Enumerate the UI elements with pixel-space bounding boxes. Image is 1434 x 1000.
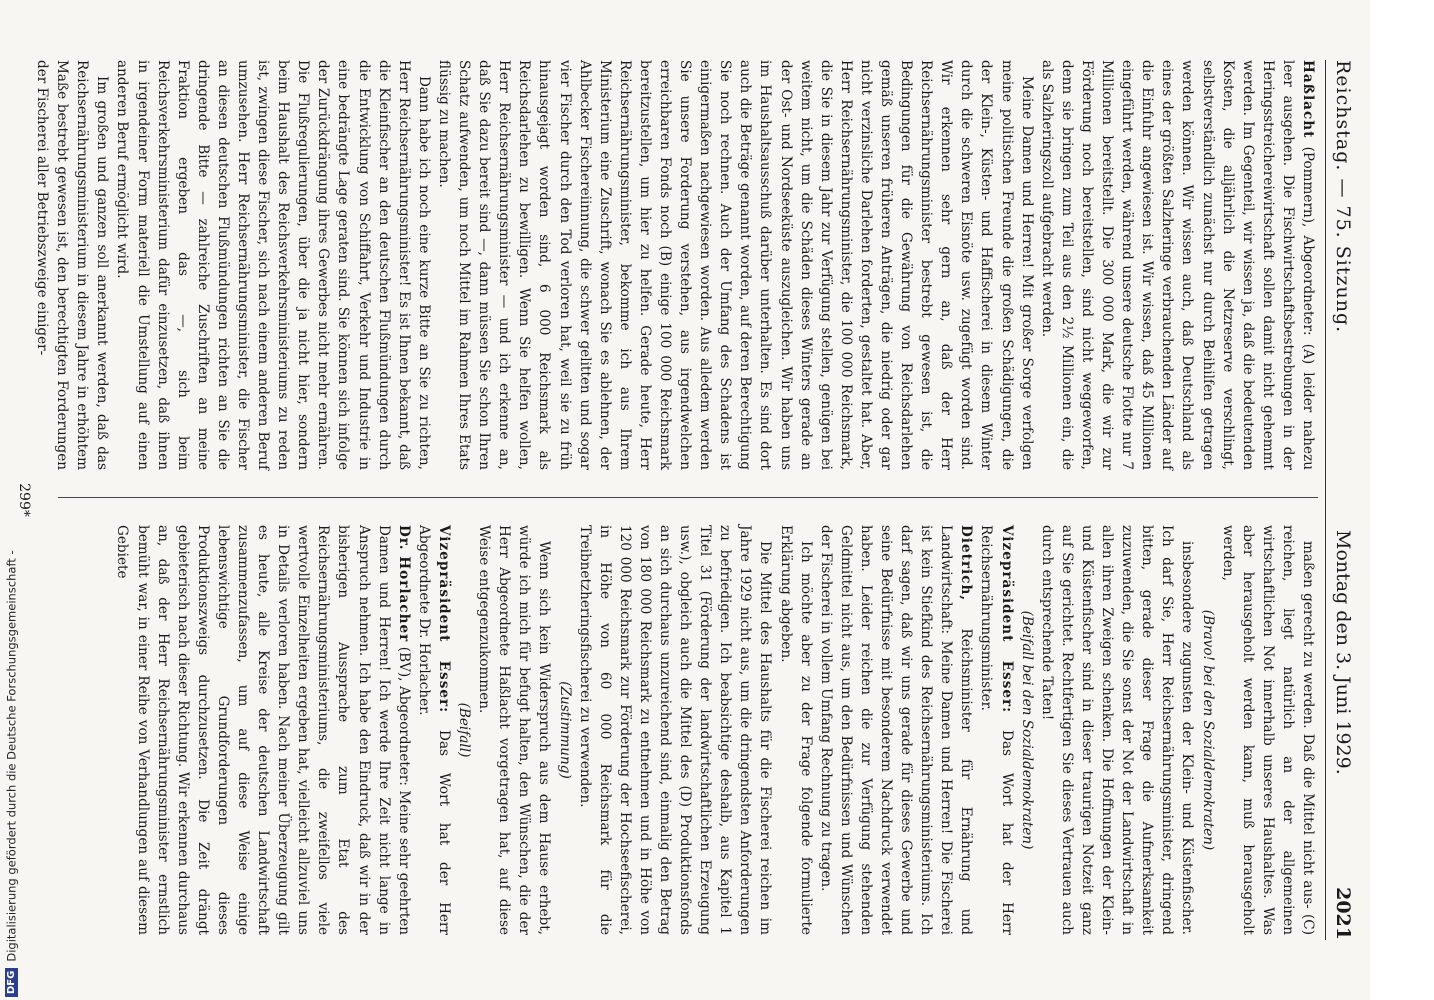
paragraph-text: Das Wort hat der Herr Abgeordnete Dr. Horlacher. <box>415 525 452 936</box>
interjection: (Zustimmung) <box>556 681 573 779</box>
paragraph <box>575 525 776 935</box>
running-title: Reichstag. — 75. Sitzung. <box>1332 60 1354 334</box>
paragraph-text: Im großen und ganzen soll anerkannt werden, daß das Reichsernährungsministerium in diesem Jahre in erhöhtem Maße bestrebt gewesen ist, den berechtigten Forderungen der Fischerei aller Betriebszweige einiger- <box>34 60 111 470</box>
speaker-name: Haßlacht <box>1300 60 1316 139</box>
paragraph-text: Ich möchte aber zu der Frage folgende formulierte Erklärung abgeben. <box>777 525 814 935</box>
session-date: Montag den 3. Juni 1929. <box>1332 530 1354 775</box>
paragraph-text: (Pommern), Abgeordneter: (A) leider nahezu leer ausgehen. Die Fischwirtschaftsbestrebungen in der Heringsstreichereiwirtschaft sollen damit nicht gehemmt werden. Im Gegenteil, wir wissen ja, daß die bedeutenden Kosten, die alljährlich die Netzreserve verschlingt, selbstverständlich zunächst nur durch Beihilfen getragen werden können. Wir wissen auch, daß Deutschland als eines der größten Salzheringe verbrauchenden Länder auf die Einfuhr angewiesen ist. Wir wissen, daß 45 Millionen eingeführt werden, während unsere deutsche Flotte nur 7 Millionen bereitstellt. Die 300 000 Mark, die wir zur Förderung noch bereitstellen, sind nicht weggeworfen, denn sie bringen zum Teil aus den 2½ Millionen ein, die als Salzheringszoll aufgebracht werden. <box>1038 60 1316 470</box>
speaker-paragraph <box>816 525 977 935</box>
dfg-logo-icon: DFG <box>5 968 18 997</box>
speaker-name: Dietrich, <box>958 525 975 602</box>
speaker-paragraph <box>112 525 413 935</box>
left-column <box>34 60 1318 470</box>
paragraph-text: insbesondere zugunsten der Klein- und Küstenfischer. Ich darf Sie, Herr Reichsernährungsminister, dringend bitten, gerade dieser Frage die Aufmerksamkeit zuzuwenden, die Sie sonst der Not der Landwirtschaft in allen ihren Zweigen schenken. Die Hoffnungen der Klein- und Küstenfischer sind in dieser traurigen Notzeit ganz auf Sie gerichtet. Rechtfertigen Sie dieses Vertrauen auch durch entsprechende Taten! <box>1038 525 1196 935</box>
speaker-paragraph <box>1037 60 1318 470</box>
interjection: (Beifall bei den Sozialdemokraten) <box>1018 610 1035 850</box>
paragraph <box>775 525 815 935</box>
paragraph-text: maßen gerecht zu werden. Daß die Mittel nicht aus- (C) reichen, liegt natürlich an der allgemeinen wirtschaftlichen Not innerhalb unseres Haushaltes. Was aber herausgeholt werden kann, muß herausgeholt werden, <box>1219 525 1316 935</box>
speaker-name: Dr. Horlacher <box>395 525 412 643</box>
paragraph-text: Die Mittel des Haushalts für die Fischerei reichen im Jahre 1929 nicht aus, um die dringendsten Anforderungen zu befriedigen. Ich beabsichtige deshalb, aus Kapitel 1 Titel 31 (Förderung der landwirtschaftlichen Erzeugung usw.), obgleich auch die Mittel des (D) Produktionsfonds an sich durchaus unzureichend sind, einmalig den Betrag von 180 000 Reichsmark zu entnehmen und in Höhe von 120 000 Reichsmark zur Förderung der Hochseefischerei, in Höhe von 60 000 Reichsmark für die Treibnetzheringsfischerei zu verwenden. <box>576 525 774 935</box>
dfg-credit <box>4 3 24 997</box>
interjection: (Beifall) <box>456 702 473 758</box>
dfg-credit-text: Digitalisierung gefördert durch die Deutsche Forschungsgemeinschaft - <box>4 550 19 962</box>
paragraph-text: Wenn sich kein Widerspruch aus dem Hause erhebt, würde ich mich für befugt halten, den Wünschen, die der Herr Abgeordnete Haßlacht vorgetragen hat, auf diese Weise entgegenzukommen. <box>476 525 553 935</box>
right-column <box>38 525 1318 935</box>
column-divider <box>58 497 1318 498</box>
speaker-name: Vizepräsident Esser: <box>435 525 452 714</box>
paragraph <box>112 60 434 470</box>
paragraph-text: Das Wort hat der Herr Reichsernährungsminister. <box>978 525 1015 936</box>
paragraph-text: Meine Damen und Herren! Mit großer Sorge verfolgen meine politischen Freunde die großen Schädigungen, die der Klein-, Küsten- und Haffischerei in diesem Winter durch die schweren Eisnöte usw. zugefügt worden sind. Wir erkennen sehr gern an, daß der Herr Reichsernährungsminister bestrebt gewesen ist, die Bedingungen für die Gewährung von Reichsdarlehen gemäß unseren früheren Anträgen, die niedrig oder gar nicht verzinsliche Darlehen forderten, gestaltet hat. Aber, Herr Reichsernährungsminister, die 100 000 Reichsmark, die Sie in diesem Jahr zur Verfügung stellen, genügen bei weitem nicht, um die Schäden dieses Winters gerade an der Ost- und Nordseeküste auszugleichen. Wir haben uns im Haushaltsausschuß darüber unterhalten. Es sind dort auch die Beträge genannt worden, auf deren Berechtigung Sie noch rechnen. Auch der Umfang des Schadens ist einigermaßen nachgewiesen worden. Aus alledem werden Sie unsere Forderung verstehen, aus irgendwelchen erreichbaren Fonds noch (B) einige 100 000 Reichsmark bereitzustellen, um hier zu helfen. Gerade heute, Herr Reichsernährungsminister, bekomme ich aus Ihrem Ministerium eine Zuschrift, wonach Sie es ablehnen, der Ahlbecker Fischereiinnung, die schwer gelitten und sogar vier Fischer durch den Tod verloren hat, weil sie zu früh hinausgejagt worden sind, 6 000 Reichsmark als Reichsdarlehen zu bewilligen. Wenn Sie helfen wollen, Herr Reichsernährungsminister — und ich erkenne an, daß Sie dazu bereit sind —, dann müssen Sie schon Ihren Schatz aufwenden, um noch Mittel im Rahmen Ihres Etats flüssig zu machen. <box>435 60 1035 470</box>
speaker-name: Vizepräsident Esser: <box>998 525 1015 714</box>
paragraph-text: Reichsminister für Ernährung und Landwirtschaft: Meine Damen und Herren! Die Fischerei ist kein Stiefkind des Reichsernährungsministeriums. Ich darf sagen, daß wir uns gerade für dieses Gewerbe und seine Bedürfnisse mit besonderem Nachdruck verwendet haben. Leider reichen die zur Verfügung stehenden Geldmittel nicht aus, um den Bedürfnissen und Wünschen der Fischerei in vollem Umfang Rechnung zu tragen. <box>817 525 975 935</box>
page-header <box>1325 60 1356 940</box>
paragraph <box>474 525 554 935</box>
paragraph <box>1218 525 1318 935</box>
paragraph <box>32 60 112 470</box>
paragraph-text: (BV), Abgeordneter: Meine sehr geehrten Damen und Herren! Ich werde Ihre Zeit nicht lange in Anspruch nehmen. Ich habe den Eindruck, daß wir in der bisherigen Aussprache zum Etat des Reichsernährungsministeriums, die zweifellos viele wertvolle Einzelheiten ergeben hat, vielleicht allzuviel uns in Details verloren haben. Nach meiner Überzeugung gilt es heute, alle Kreise der deutschen Landwirtschaft zusammenzufassen, um auf diese Weise einige lebenswichtige Grundforderungen dieses Produktionszweigs durchzusetzen. Die Zeit drängt gebieterisch nach dieser Richtung. Wir erkennen durchaus an, daß der Herr Reichsernährungsminister ernstlich bemüht war, in einer Reihe von Verhandlungen auf diesem Gebiete <box>114 525 412 936</box>
paragraph <box>1037 525 1198 935</box>
page-number: 2021 <box>1332 887 1354 940</box>
speaker-paragraph <box>414 525 454 935</box>
paragraph <box>434 60 1037 470</box>
paragraph-text: Dann habe ich noch eine kurze Bitte an Sie zu richten, Herr Reichsernährungsminister! Es ist Ihnen bekannt, daß die Kleinfischer an den deutschen Flußmündungen durch die Entwicklung von Schiffahrt, Verkehr und Industrie in eine bedrängte Lage geraten sind. Sie können sich infolge der Zurückdrängung ihres Gewerbes nicht mehr ernähren. Die Flußregulierungen, über die ja nicht hier, sondern beim Haushalt des Reichsverkehrsministeriums zu reden ist, zwingen diese Fischer, sich nach einem anderen Beruf umzusehen. Herr Reichsernährungsminister, die Fischer an diesen deutschen Flußmündungen richten an Sie die dringende Bitte — zahlreiche Zuschriften an meine Fraktion ergeben das —, sich beim Reichsverkehrsministerium dafür einzusetzen, daß ihnen in irgendeiner Form materiell die Umstellung auf einen anderen Beruf ermöglicht wird. <box>114 60 432 470</box>
interjection: (Bravo! bei den Sozialdemokraten) <box>1199 609 1216 851</box>
speaker-paragraph <box>976 525 1016 935</box>
signature-mark: 299* <box>16 483 32 517</box>
